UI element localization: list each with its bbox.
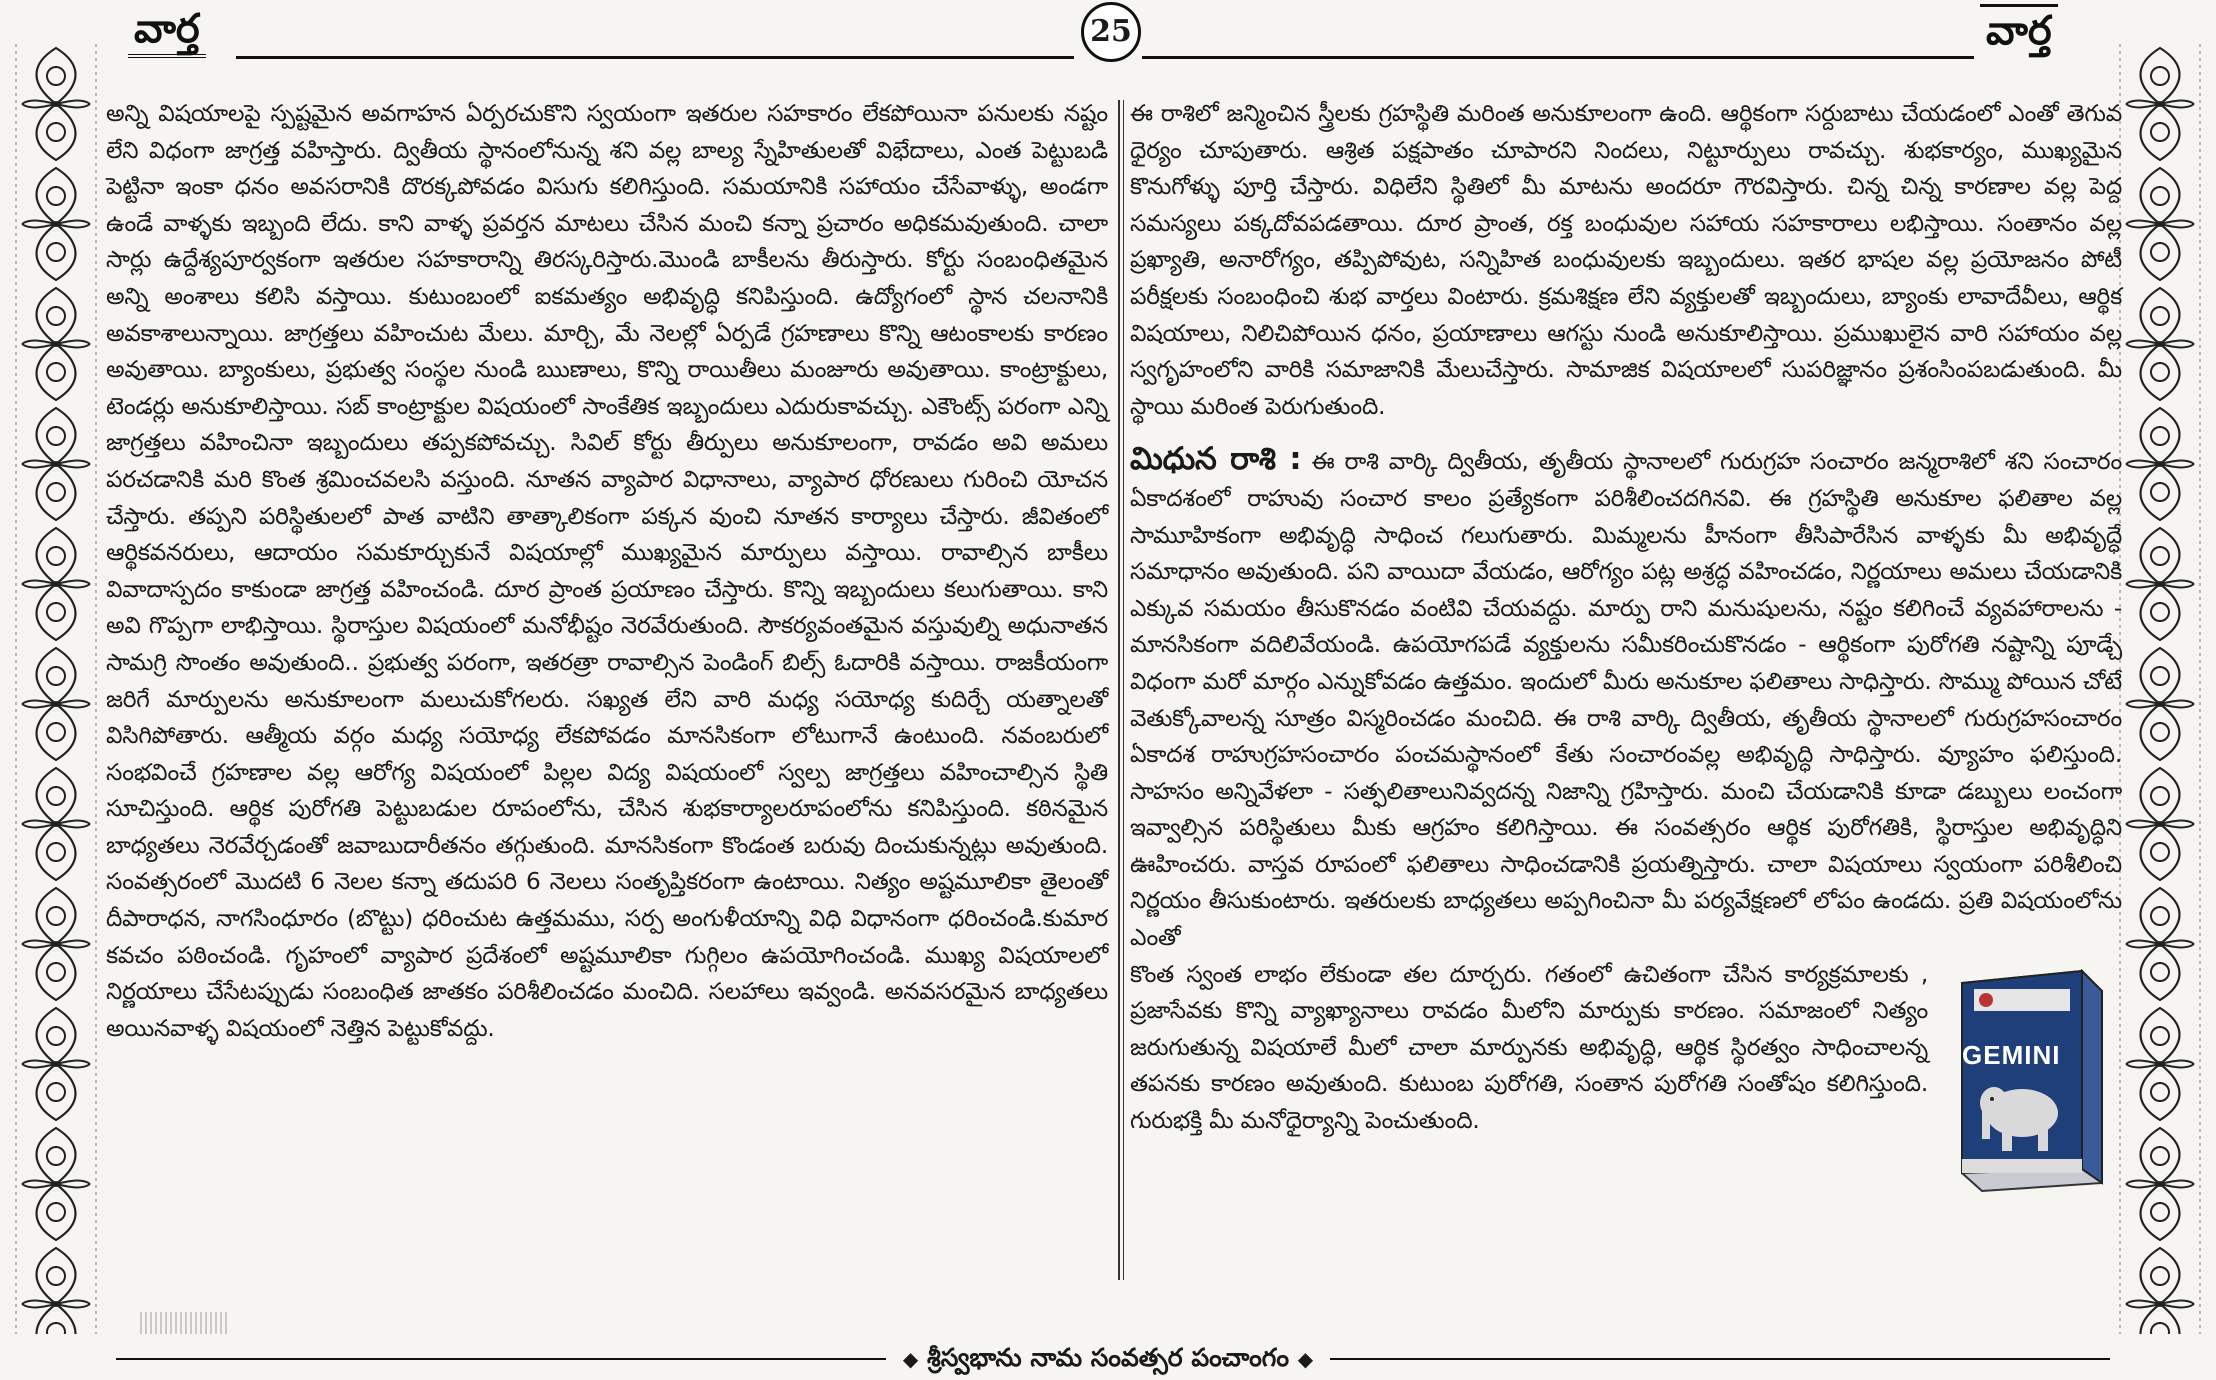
product-brand-label: GEMINI (1962, 1039, 2061, 1070)
column-divider (1118, 100, 1120, 1280)
page-header (0, 0, 2216, 60)
section-heading: మిధున రాశి : (1130, 441, 1302, 478)
newspaper-logo-left: వార్త (128, 6, 206, 58)
left-column (106, 96, 1108, 1047)
diamond-ornament-icon: ◆ (1297, 1347, 1314, 1371)
footer-rule-right (1330, 1358, 2110, 1360)
newspaper-logo-right: వార్త (1980, 4, 2058, 57)
product-image-wrap (1942, 963, 2122, 1199)
section-body-continued: కొంత స్వంత లాభం లేకుండా తల దూర్చరు. గతంలో ఉచితంగా చేసిన కార్యక్రమాలకు , ప్రజాసేవకు కొన్ని వ్యాఖ్యానాలు రావడం మీలోని మార్పుకు కారణం. సమాజంలో నిత్యం జరుగుతున్న విషయాలే మీలో చాలా మార్పునకు అభివృద్ధి, ఆర్థిక స్థిరత్వం సాధించాలన్న తపనకు కారణం అవుతుంది. కుటుంబ పురోగతి, సంతాన పురోగతి సంతోషం కలిగిస్తుంది. గురుభక్తి మీ మనోధైర్యాన్ని పెంచుతుంది. (1130, 960, 1928, 1135)
section-body: ఈ రాశి వార్కి ద్వితీయ, తృతీయ స్థానాలలో గురుగ్రహ సంచారం జన్మరాశిలో శని సంచారం ఏకాదశంలో రాహువు సంచార కాలం ప్రత్యేకంగా పరిశీలించదగినవి. ఈ గ్రహస్థితి అనుకూల ఫలితాల వల్ల సామూహికంగా అభివృద్ధి సాధించ గలుగుతారు. మిమ్మలను హీనంగా తీసిపారేసిన వాళ్ళకు మీ అభివృద్ధే సమాధానం అవుతుంది. పని వాయిదా వేయడం, ఆరోగ్యం పట్ల అశ్రద్ధ వహించడం, నిర్ణయాలు అమలు చేయడానికి ఎక్కువ సమయం తీసుకొనడం వంటివి చేయవద్దు. మార్పు రాని మనుషులను, నష్టం కలిగించే వ్యవహారాలను - మానసికంగా వదిలివేయండి. ఉపయోగపడే వ్యక్తులను సమీకరించుకొనడం - ఆర్థికంగా పురోగతి నష్టాన్ని పూడ్చే విధంగా మరో మార్గం ఎన్నుకోవడం ఉత్తమం. ఇందులో మీరు అనుకూల ఫలితాలు సాధిస్తారు. సొమ్ము పోయిన చోటే వెతుక్కోవాలన్న సూత్రం విస్మరించడం మంచిది. ఈ రాశి వార్కి ద్వితీయ, తృతీయ స్థానాలలో గురుగ్రహసంచారం ఏకాదశ రాహుగ్రహసంచారం పంచమస్థానంలో కేతు సంచారంవల్ల అభివృద్ధి సాధిస్తారు. వ్యూహం ఫలిస్తుంది. సాహసం అన్నివేళలా - సత్ఫలితాలునివ్వదన్న నిజాన్ని గ్రహిస్తారు. మంచి చేయడానికి కూడా డబ్బులు లంచంగా ఇవ్వాల్సిన పరిస్థితులు మీకు ఆగ్రహం కలిగిస్తాయి. ఈ సంవత్సరం ఆర్థిక పురోగతికి, స్థిరాస్తుల అభివృద్ధిని ఊహించరు. వాస్తవ రూపంలో ఫలితాలు సాధించడానికి ప్రయత్నిస్తారు. చాలా విషయాలు స్వయంగా పరిశీలించి నిర్ణయం తీసుకుంటారు. ఇతరులకు బాధ్యతలు అప్పగించినా మీ పర్యవేక్షణలో లోపం ఉండదు. ప్రతి విషయంలోను ఎంతో (1130, 448, 2123, 952)
left-column-paragraph: అన్ని విషయాలపై స్పష్టమైన అవగాహన ఏర్పరచుకొని స్వయంగా ఇతరుల సహకారం లేకపోయినా పనులకు నష్టం లేని విధంగా జాగ్రత్త వహిస్తారు. ద్వితీయ స్థానంలోనున్న శని వల్ల బాల్య స్నేహితులతో విభేదాలు, ఎంత పెట్టుబడి పెట్టినా ఇంకా ధనం అవసరానికి దొరక్కపోవడం విసుగు కలిగిస్తుంది. సమయానికి సహాయం చేసేవాళ్ళు, అండగా ఉండే వాళ్ళకు ఇబ్బంది లేదు. కాని వాళ్ళ ప్రవర్తన మాటలు చేసిన మంచి కన్నా ప్రచారం అధికమవుతుంది. చాలా సార్లు ఉద్దేశ్యపూర్వకంగా ఇతరుల సహకారాన్ని తిరస్కరిస్తారు.మొండి బాకీలను తీరుస్తారు. కోర్టు సంబంధితమైన అన్ని అంశాలు కలిసి వస్తాయి. కుటుంబంలో ఐకమత్యం అభివృద్ధి కనిపిస్తుంది. ఉద్యోగంలో స్థాన చలనానికి అవకాశాలున్నాయి. జాగ్రత్తలు వహించుట మేలు. మార్చి, మే నెలల్లో ఏర్పడే గ్రహణాలు కొన్ని ఆటంకాలకు కారణం అవుతాయి. బ్యాంకులు, ప్రభుత్వ సంస్థల నుండి ఋణాలు, కొన్ని రాయితీలు మంజూరు అవుతాయి. కాంట్రాక్టులు, టెండర్లు అనుకూలిస్తాయి. సబ్ కాంట్రాక్టుల విషయంలో సాంకేతిక ఇబ్బందులు ఎదురుకావచ్చు. ఎకౌంట్స్ పరంగా ఎన్ని జాగ్రత్తలు వహించినా ఇబ్బందులు తప్పకపోవచ్చు. సివిల్ కోర్టు తీర్పులు అనుకూలంగా, రావడం అవి అమలు పరచడానికి మరి కొంత శ్రమించవలసి వస్తుంది. నూతన వ్యాపార విధానాలు, వ్యాపార ధోరణులు గురించి యోచన చేస్తారు. తప్పని పరిస్థితులలో పాత వాటిని తాత్కాలికంగా పక్కన వుంచి నూతన కార్యాలు చేస్తారు. జీవితంలో ఆర్థికవనరులు, ఆదాయం సమకూర్చుకునే విషయాల్లో ముఖ్యమైన మార్పులు వస్తాయి. రావాల్సిన బాకీలు వివాదాస్పదం కాకుండా జాగ్రత్త వహించండి. దూర ప్రాంత ప్రయాణం చేస్తారు. కొన్ని ఇబ్బందులు కలుగుతాయి. కాని అవి గొప్పగా లాభిస్తాయి. స్థిరాస్తుల విషయంలో మనోభీష్టం నెరవేరుతుంది. సౌకర్యవంతమైన వస్తువుల్ని అధునాతన సామగ్రి సొంతం అవుతుంది.. ప్రభుత్వ పరంగా, ఇతరత్రా రావాల్సిన పెండింగ్ బిల్స్ ఓదారికి వస్తాయి. రాజకీయంగా జరిగే మార్పులను అనుకూలంగా మలుచుకోగలరు. సఖ్యత లేని వారి మధ్య సయోధ్య కుదిర్చే యత్నాలతో విసిగిపోతారు. ఆత్మీయ వర్గం మధ్య సయోధ్య లేకపోవడం మానసికంగా లోటుగానే ఉంటుంది. నవంబరులో సంభవించే గ్రహణాల వల్ల ఆరోగ్య విషయంలో పిల్లల విద్య విషయంలో స్వల్ప జాగ్రత్తలు వహించాల్సిన స్థితి సూచిస్తుంది. ఆర్థిక పురోగతి పెట్టుబడుల రూపంలోను, చేసిన శుభకార్యాలరూపంలోను కనిపిస్తుంది. కఠినమైన బాధ్యతలు నెరవేర్చడంతో జవాబుదారీతనం తగ్గుతుంది. మానసికంగా కొండంత బరువు దించుకున్నట్లు అవుతుంది. సంవత్సరంలో మొదటి 6 నెలల కన్నా తదుపరి 6 నెలలు సంతృప్తికరంగా ఉంటాయి. నిత్యం అష్టమూలికా తైలంతో దీపారాధన, నాగసింధూరం (బొట్టు) ధరించుట ఉత్తమము, సర్ప అంగుళీయాన్ని విధి విధానంగా ధరించండి.కుమార కవచం పఠించండి. గృహంలో వ్యాపార ప్రదేశంలో అష్టమూలికా గుగ్గిలం ఉపయోగించండి. ముఖ్య విషయాలలో నిర్ణయాలు చేసేటప్పుడు సంబంధిత జాతకం పరిశీలించడం మంచిది. సలహాలు ఇవ్వండి. అనవసరమైన బాధ్యతలు అయినవాళ్ళ విషయంలో నెత్తిన పెట్టుకోవద్దు. (106, 100, 1108, 1042)
footer-title-text: శ్రీస్వభాను నామ సంవత్సర పంచాంగం (926, 1343, 1290, 1372)
faded-stamp-mark (140, 1312, 230, 1334)
diamond-ornament-icon: ◆ (902, 1347, 919, 1371)
mithuna-rashi-section (1130, 441, 2122, 956)
header-rule-left (236, 56, 1074, 59)
left-ornamental-border (12, 44, 100, 1334)
page-number: 25 (1081, 2, 1141, 62)
gemini-product-image (1942, 963, 2112, 1193)
header-rule-right (1142, 56, 1974, 59)
page-footer (0, 1336, 2216, 1380)
footer-rule-left (116, 1358, 886, 1360)
right-ornamental-border (2116, 44, 2204, 1334)
footer-title (890, 1340, 1326, 1377)
right-column (1130, 96, 2122, 1199)
right-intro-paragraph: ఈ రాశిలో జన్మించిన స్త్రీలకు గ్రహస్థితి మరింత అనుకూలంగా ఉంది. ఆర్థికంగా సర్దుబాటు చేయడంలో ఎంతో తెగువ ధైర్యం చూపుతారు. ఆశ్రిత పక్షపాతం చూపారని నిందలు, నిట్టూర్పులు రావచ్చు. శుభకార్యం, ముఖ్యమైన కొనుగోళ్ళు పూర్తి చేస్తారు. విధిలేని స్థితిలో మీ మాటను అందరూ గౌరవిస్తారు. చిన్న చిన్న కారణాల వల్ల పెద్ద సమస్యలు పక్కదోవపడతాయి. దూర ప్రాంత, రక్త బంధువుల సహాయ సహకారాలు లభిస్తాయి. సంతానం వల్ల ప్రఖ్యాతి, అనారోగ్యం, తప్పిపోవుట, సన్నిహిత బంధువులకు ఇబ్బందులు. ఇతర భాషల వల్ల ప్రయోజనం పోటీ పరీక్షలకు సంబంధించి శుభ వార్తలు వింటారు. క్రమశిక్షణ లేని వ్యక్తులతో ఇబ్బందులు, బ్యాంకు లావాదేవీలు, ఆర్థిక విషయాలు, నిలిచిపోయిన ధనం, ప్రయాణాలు ఆగస్టు నుండి అనుకూలిస్తాయి. ప్రముఖులైన వారి సహాయం వల్ల స్వగృహంలోని వారికి సమాజానికి మేలుచేస్తారు. సామాజిక విషయాలలో సుపరిజ్ఞానం ప్రశంసింపబడుతుంది. మీ స్థాయి మరింత పెరుగుతుంది. (1130, 100, 2122, 420)
